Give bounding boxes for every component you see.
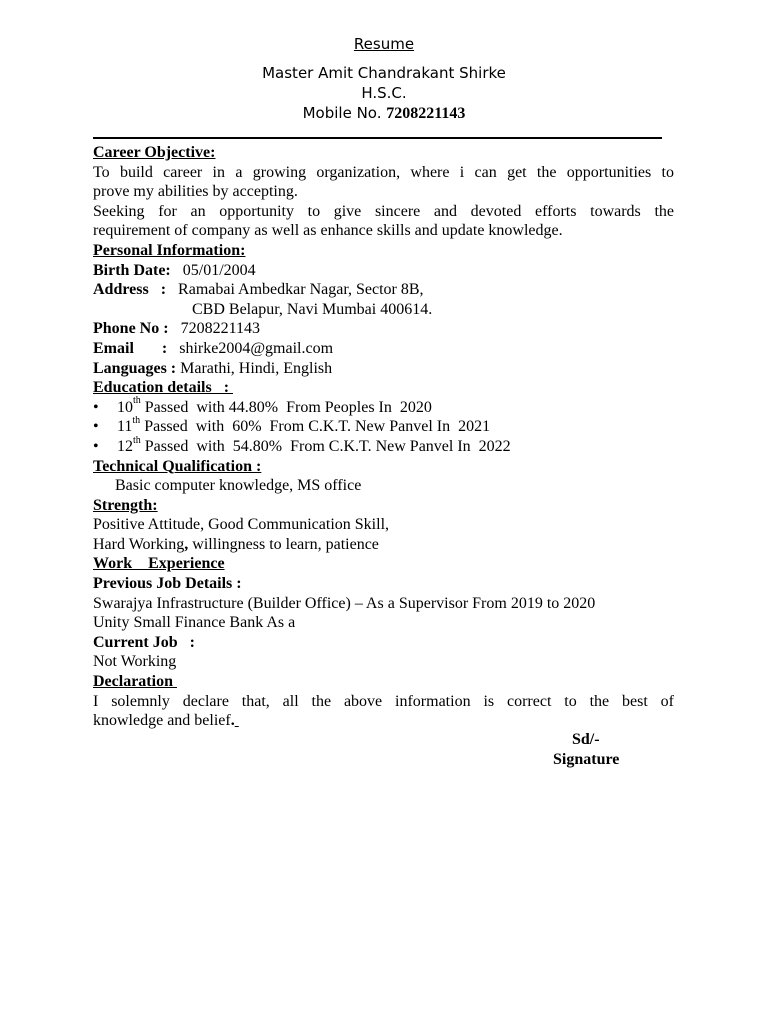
languages-value: Marathi, Hindi, English xyxy=(176,359,333,377)
address-row xyxy=(93,280,674,300)
education-item-num: 12 xyxy=(117,437,133,455)
email-row xyxy=(93,339,674,359)
education-item-num: 10 xyxy=(117,398,133,416)
strength-line2 xyxy=(93,535,674,555)
phone-label: Phone No : xyxy=(93,320,169,338)
mobile-label: Mobile No. xyxy=(302,104,387,122)
personal-information-heading: Personal Information: xyxy=(93,241,246,259)
career-objective-heading: Career Objective: xyxy=(93,144,216,161)
signature-label: Signature xyxy=(553,751,620,768)
career-objective-line4: requirement of company as well as enhance skills and update knowledge. xyxy=(93,222,563,240)
technical-qualification-heading-row xyxy=(93,457,674,477)
current-job-label: Current Job : xyxy=(93,633,195,651)
technical-qualification-value: Basic computer knowledge, MS office xyxy=(115,477,362,495)
strength-line2-part2: willingness to learn, patience xyxy=(188,535,379,553)
declaration-line2-text: knowledge and belief xyxy=(93,712,231,730)
declaration-line2-trailing xyxy=(235,712,239,729)
previous-job-line1: Swarajya Infrastructure (Builder Office) – As a Supervisor From 2019 to 2020 xyxy=(93,594,596,612)
declaration-heading-row xyxy=(93,672,674,692)
work-experience-heading-row xyxy=(93,554,674,574)
technical-qualification-heading: Technical Qualification : xyxy=(93,457,262,475)
phone-value: 7208221143 xyxy=(168,320,260,338)
header-divider xyxy=(93,137,662,139)
address-label: Address : xyxy=(93,281,167,299)
phone-row xyxy=(93,319,674,339)
education-item-text: Passed with 54.80% From C.K.T. New Panvel In 2022 xyxy=(140,437,511,455)
languages-row xyxy=(93,359,674,379)
strength-heading-row xyxy=(93,496,674,516)
resume-body xyxy=(93,143,674,731)
education-item-sup: th xyxy=(133,434,141,446)
mobile-number: 7208221143 xyxy=(386,105,466,122)
declaration-line2-period: . xyxy=(230,712,235,730)
birth-date-label: Birth Date: xyxy=(93,261,171,279)
bullet-icon: • xyxy=(93,398,99,416)
education-item xyxy=(93,434,674,457)
candidate-qualification: H.S.C. xyxy=(361,84,407,102)
career-objective-line2: prove my abilities by accepting. xyxy=(93,183,298,201)
declaration-line1: I solemnly declare that, all the above information is correct to the best of xyxy=(93,692,674,710)
previous-job-line2: Unity Small Finance Bank As a xyxy=(93,614,296,632)
strength-heading: Strength: xyxy=(93,496,158,514)
education-item-text: Passed with 60% From C.K.T. New Panvel In 2021 xyxy=(140,418,491,436)
email-label: Email : xyxy=(93,339,168,357)
birth-date-row xyxy=(93,261,674,281)
resume-title xyxy=(0,34,768,54)
strength-line2-part1: Hard Working xyxy=(93,535,185,553)
candidate-name: Master Amit Chandrakant Shirke xyxy=(262,64,506,82)
education-item-num: 11 xyxy=(117,418,133,436)
bullet-icon: • xyxy=(93,418,99,436)
current-job-value: Not Working xyxy=(93,653,177,671)
education-item xyxy=(93,414,674,437)
birth-date-value: 05/01/2004 xyxy=(170,261,256,279)
education-heading-row xyxy=(93,378,674,398)
career-objective-line3: Seeking for an opportunity to give sincere and devoted efforts towards the xyxy=(93,202,674,220)
declaration-heading: Declaration xyxy=(93,673,177,691)
strength-line1: Positive Attitude, Good Communication Skill, xyxy=(93,516,390,534)
languages-label: Languages : xyxy=(93,359,177,377)
education-item xyxy=(93,395,674,418)
education-heading: Education details : xyxy=(93,379,234,397)
signature-sd: Sd/- xyxy=(572,731,600,748)
address-line2: CBD Belapur, Navi Mumbai 400614. xyxy=(192,300,433,318)
work-experience-heading: Work Experience xyxy=(93,555,225,573)
education-item-sup: th xyxy=(132,414,141,426)
career-objective-line1: To build career in a growing organization, where i can get the opportunities to xyxy=(93,163,674,181)
previous-job-label: Previous Job Details : xyxy=(93,575,242,593)
resume-title-text: Resume xyxy=(353,35,415,53)
education-item-text: Passed with 44.80% From Peoples In 2020 xyxy=(140,398,432,416)
bullet-icon: • xyxy=(93,437,99,455)
education-item-sup: th xyxy=(133,395,141,407)
email-value: shirke2004@gmail.com xyxy=(167,339,334,357)
declaration-line2 xyxy=(93,711,674,731)
mobile-line xyxy=(0,103,768,124)
strength-line2-comma: , xyxy=(184,535,189,553)
address-line1: Ramabai Ambedkar Nagar, Sector 8B, xyxy=(166,281,424,299)
